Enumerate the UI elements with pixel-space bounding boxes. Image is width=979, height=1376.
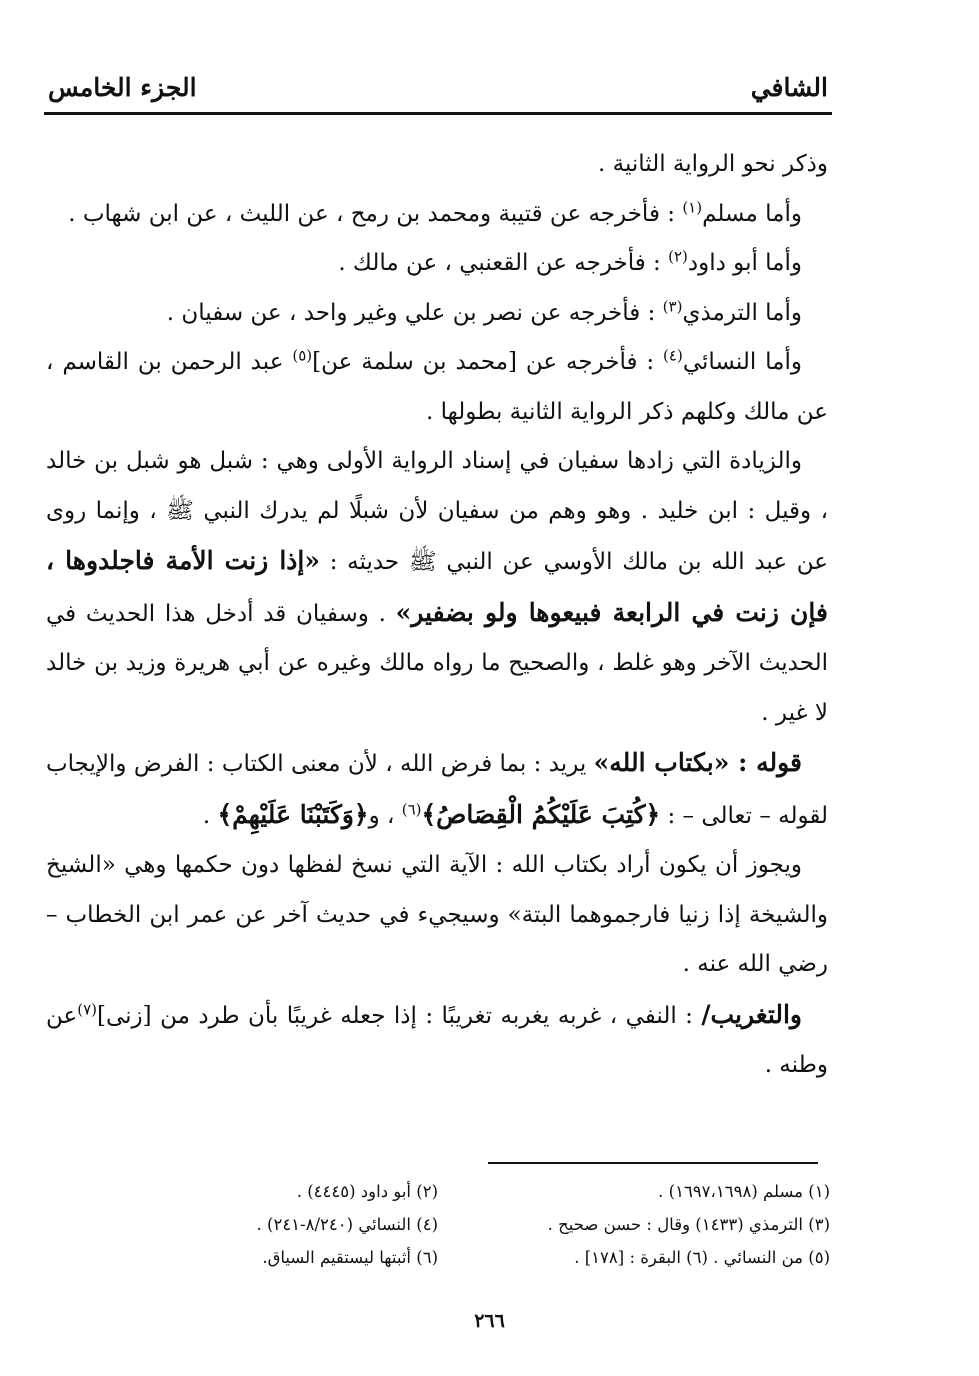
paragraph-5: [46, 338, 828, 437]
footnote: (٣) الترمذي (١٤٣٣) وقال : حسن صحيح .: [547, 1215, 830, 1234]
paragraph-2: [46, 190, 828, 240]
paragraph-8: [46, 841, 828, 990]
page-number: ٢٦٦: [474, 1310, 505, 1332]
hadith-quote: «إذا زنت الأمة فاجلدوها ، فإن زنت في الرابعة فبيعوها ولو بضفير»: [46, 546, 828, 627]
paragraph-1: [46, 140, 828, 190]
paragraph-9: [46, 990, 828, 1091]
text: .: [202, 802, 218, 829]
footnotes: [46, 1177, 830, 1273]
paragraph-3: [46, 239, 828, 289]
quran-verse: ﴿وَكَتَبْنَا عَلَيْهِمْ﴾: [217, 799, 369, 829]
footnote: (٢) أبو داود (٤٤٤٥) .: [296, 1182, 438, 1201]
text: عن وطنه .: [46, 1002, 828, 1078]
running-header: [48, 62, 828, 102]
footnote-ref: (٢): [668, 247, 688, 266]
footnote: (٤) النسائي (٨/٢٤٠-٢٤١) .: [256, 1215, 438, 1234]
text: وذكر نحو الرواية الثانية .: [597, 151, 828, 177]
main-text: [46, 140, 828, 1091]
footnote: (٦) أثبتها ليستقيم السياق.: [262, 1248, 438, 1267]
paragraph-7: [46, 738, 828, 841]
lemma: قوله : «بكتاب الله»: [593, 748, 802, 777]
text: عبد الرحمن بن القاسم ، عن مالك وكلهم ذكر الرواية الثانية بطولها .: [46, 349, 828, 425]
text: : فأخرجه عن نصر بن علي وغير واحد ، عن سفيان .: [166, 299, 663, 326]
lemma: والتغريب/: [701, 999, 802, 1029]
text: ويجوز أن يكون أراد بكتاب الله : الآية التي نسخ لفظها دون حكمها وهي «الشيخ والشيخة إذا زنيا فارجموهما البتة» وسيجيء في حديث آخر عن عمر ابن الخطاب – رضي الله عنه .: [46, 852, 828, 977]
text: وأما أبو داود: [687, 250, 802, 276]
header-book-title: الشافي: [750, 73, 828, 102]
quran-verse: ﴿كُتِبَ عَلَيْكُمُ الْقِصَاصُ﴾: [421, 799, 661, 829]
footnote: (١) مسلم (١٦٩٧،١٦٩٨) .: [658, 1182, 830, 1201]
footnote-ref: (٤): [663, 346, 683, 365]
footnote: (٥) من النسائي . (٦) البقرة : [١٧٨] .: [574, 1248, 830, 1267]
text: : فأخرجه عن القعنبي ، عن مالك .: [338, 250, 669, 276]
header-rule: [44, 112, 832, 115]
text: وأما الترمذي: [682, 299, 802, 326]
text: . وسفيان قد أدخل هذا الحديث في الحديث الآخر وهو غلط ، والصحيح ما رواه مالك وغيره عن أبي هريرة وزيد بن خالد لا غير .: [46, 600, 828, 726]
header-volume: الجزء الخامس: [48, 73, 197, 102]
text: والزيادة التي زادها سفيان في إسناد الرواية الأولى وهي : شبل هو شبل بن خالد ، وقيل : ابن خليد . وهو وهم من سفيان لأن شبلًا لم يدرك النبي ﷺ ، وإنما روى عن عبد الله بن مالك الأوسي عن النبي ﷺ حديثه :: [46, 448, 829, 575]
text: يريد : بما فرض الله ، لأن معنى الكتاب : الفرض والإيجاب لقوله – تعالى – :: [46, 751, 828, 829]
paragraph-4: [46, 289, 828, 339]
text: ، و: [368, 802, 402, 829]
footnote-ref: (٣): [662, 296, 683, 315]
text: وأما مسلم: [702, 200, 802, 227]
text: : فأخرجه عن [محمد بن سلمة عن]: [312, 349, 664, 375]
text: وأما النسائي: [682, 349, 802, 375]
footnote-ref: (٧): [77, 999, 98, 1018]
footnote-rule: [488, 1162, 818, 1164]
text: : النفي ، غربه يغربه تغريبًا : إذا جعله غريبًا بأن طرد من [زنى]: [97, 1002, 702, 1029]
footnote-ref: (٥): [292, 346, 313, 365]
footnote-ref: (١): [682, 197, 703, 216]
paragraph-6: [46, 437, 828, 738]
text: : فأخرجه عن قتيبة ومحمد بن رمح ، عن الليث ، عن ابن شهاب .: [68, 200, 683, 227]
footnote-ref: (٦): [401, 799, 422, 818]
